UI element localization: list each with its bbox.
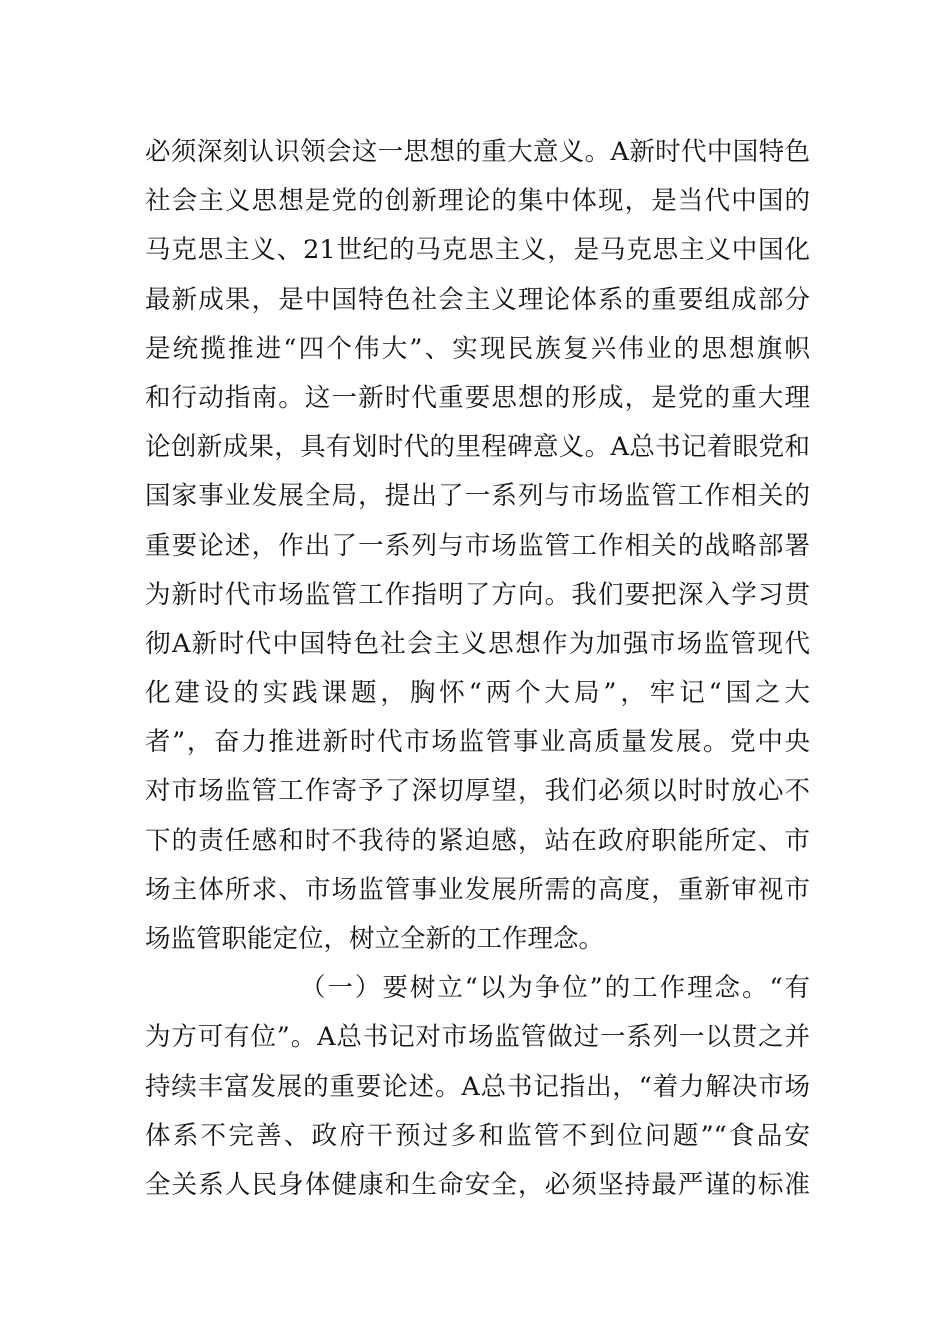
text-line-10: 为新时代市场监管工作指明了方向。我们要把深入学习贯 xyxy=(145,579,810,610)
text-line-4: 最新成果，是中国特色社会主义理论体系的重要组成部分 xyxy=(145,284,810,315)
text-line-20: 持续丰富发展的重要论述。A总书记指出，“着力解决市场 xyxy=(145,1071,810,1102)
text-line-5: 是统揽推进“四个伟大”、实现民族复兴伟业的思想旗帜 xyxy=(145,333,810,364)
text-line-7: 论创新成果，具有划时代的里程碑意义。A总书记着眼党和 xyxy=(145,432,810,463)
text-line-8: 国家事业发展全局，提出了一系列与市场监管工作相关的 xyxy=(145,481,810,512)
text-line-2: 社会主义思想是党的创新理论的集中体现，是当代中国的 xyxy=(145,186,810,217)
text-line-21: 体系不完善、政府干预过多和监管不到位问题”“食品安 xyxy=(145,1120,810,1151)
text-line-13: 者”，奋力推进新时代市场监管事业高质量发展。党中央 xyxy=(145,727,810,758)
text-line-17: 场监管职能定位，树立全新的工作理念。 xyxy=(145,924,605,954)
text-line-15: 下的责任感和时不我待的紧迫感，站在政府职能所定、市 xyxy=(145,825,810,856)
section-heading-line: （一）要树立“以为争位”的工作理念。“有 xyxy=(300,973,810,1004)
text-line-11: 彻A新时代中国特色社会主义思想作为加强市场监管现代 xyxy=(145,628,810,659)
text-line-6: 和行动指南。这一新时代重要思想的形成，是党的重大理 xyxy=(145,382,810,413)
body-text xyxy=(145,128,810,1210)
text-line-12: 化建设的实践课题，胸怀“两个大局”，牢记“国之大 xyxy=(145,678,810,709)
text-line-19: 为方可有位”。A总书记对市场监管做过一系列一以贯之并 xyxy=(145,1022,810,1053)
text-line-1: 必须深刻认识领会这一思想的重大意义。A新时代中国特色 xyxy=(145,137,810,167)
text-line-9: 重要论述，作出了一系列与市场监管工作相关的战略部署 xyxy=(145,530,810,561)
text-line-22: 全关系人民身体健康和生命安全，必须坚持最严谨的标准 xyxy=(145,1169,810,1200)
text-line-14: 对市场监管工作寄予了深切厚望，我们必须以时时放心不 xyxy=(145,776,810,807)
text-line-16: 场主体所求、市场监管事业发展所需的高度，重新审视市 xyxy=(145,874,810,905)
text-line-3: 马克思主义、21世纪的马克思主义，是马克思主义中国化 xyxy=(145,235,810,266)
